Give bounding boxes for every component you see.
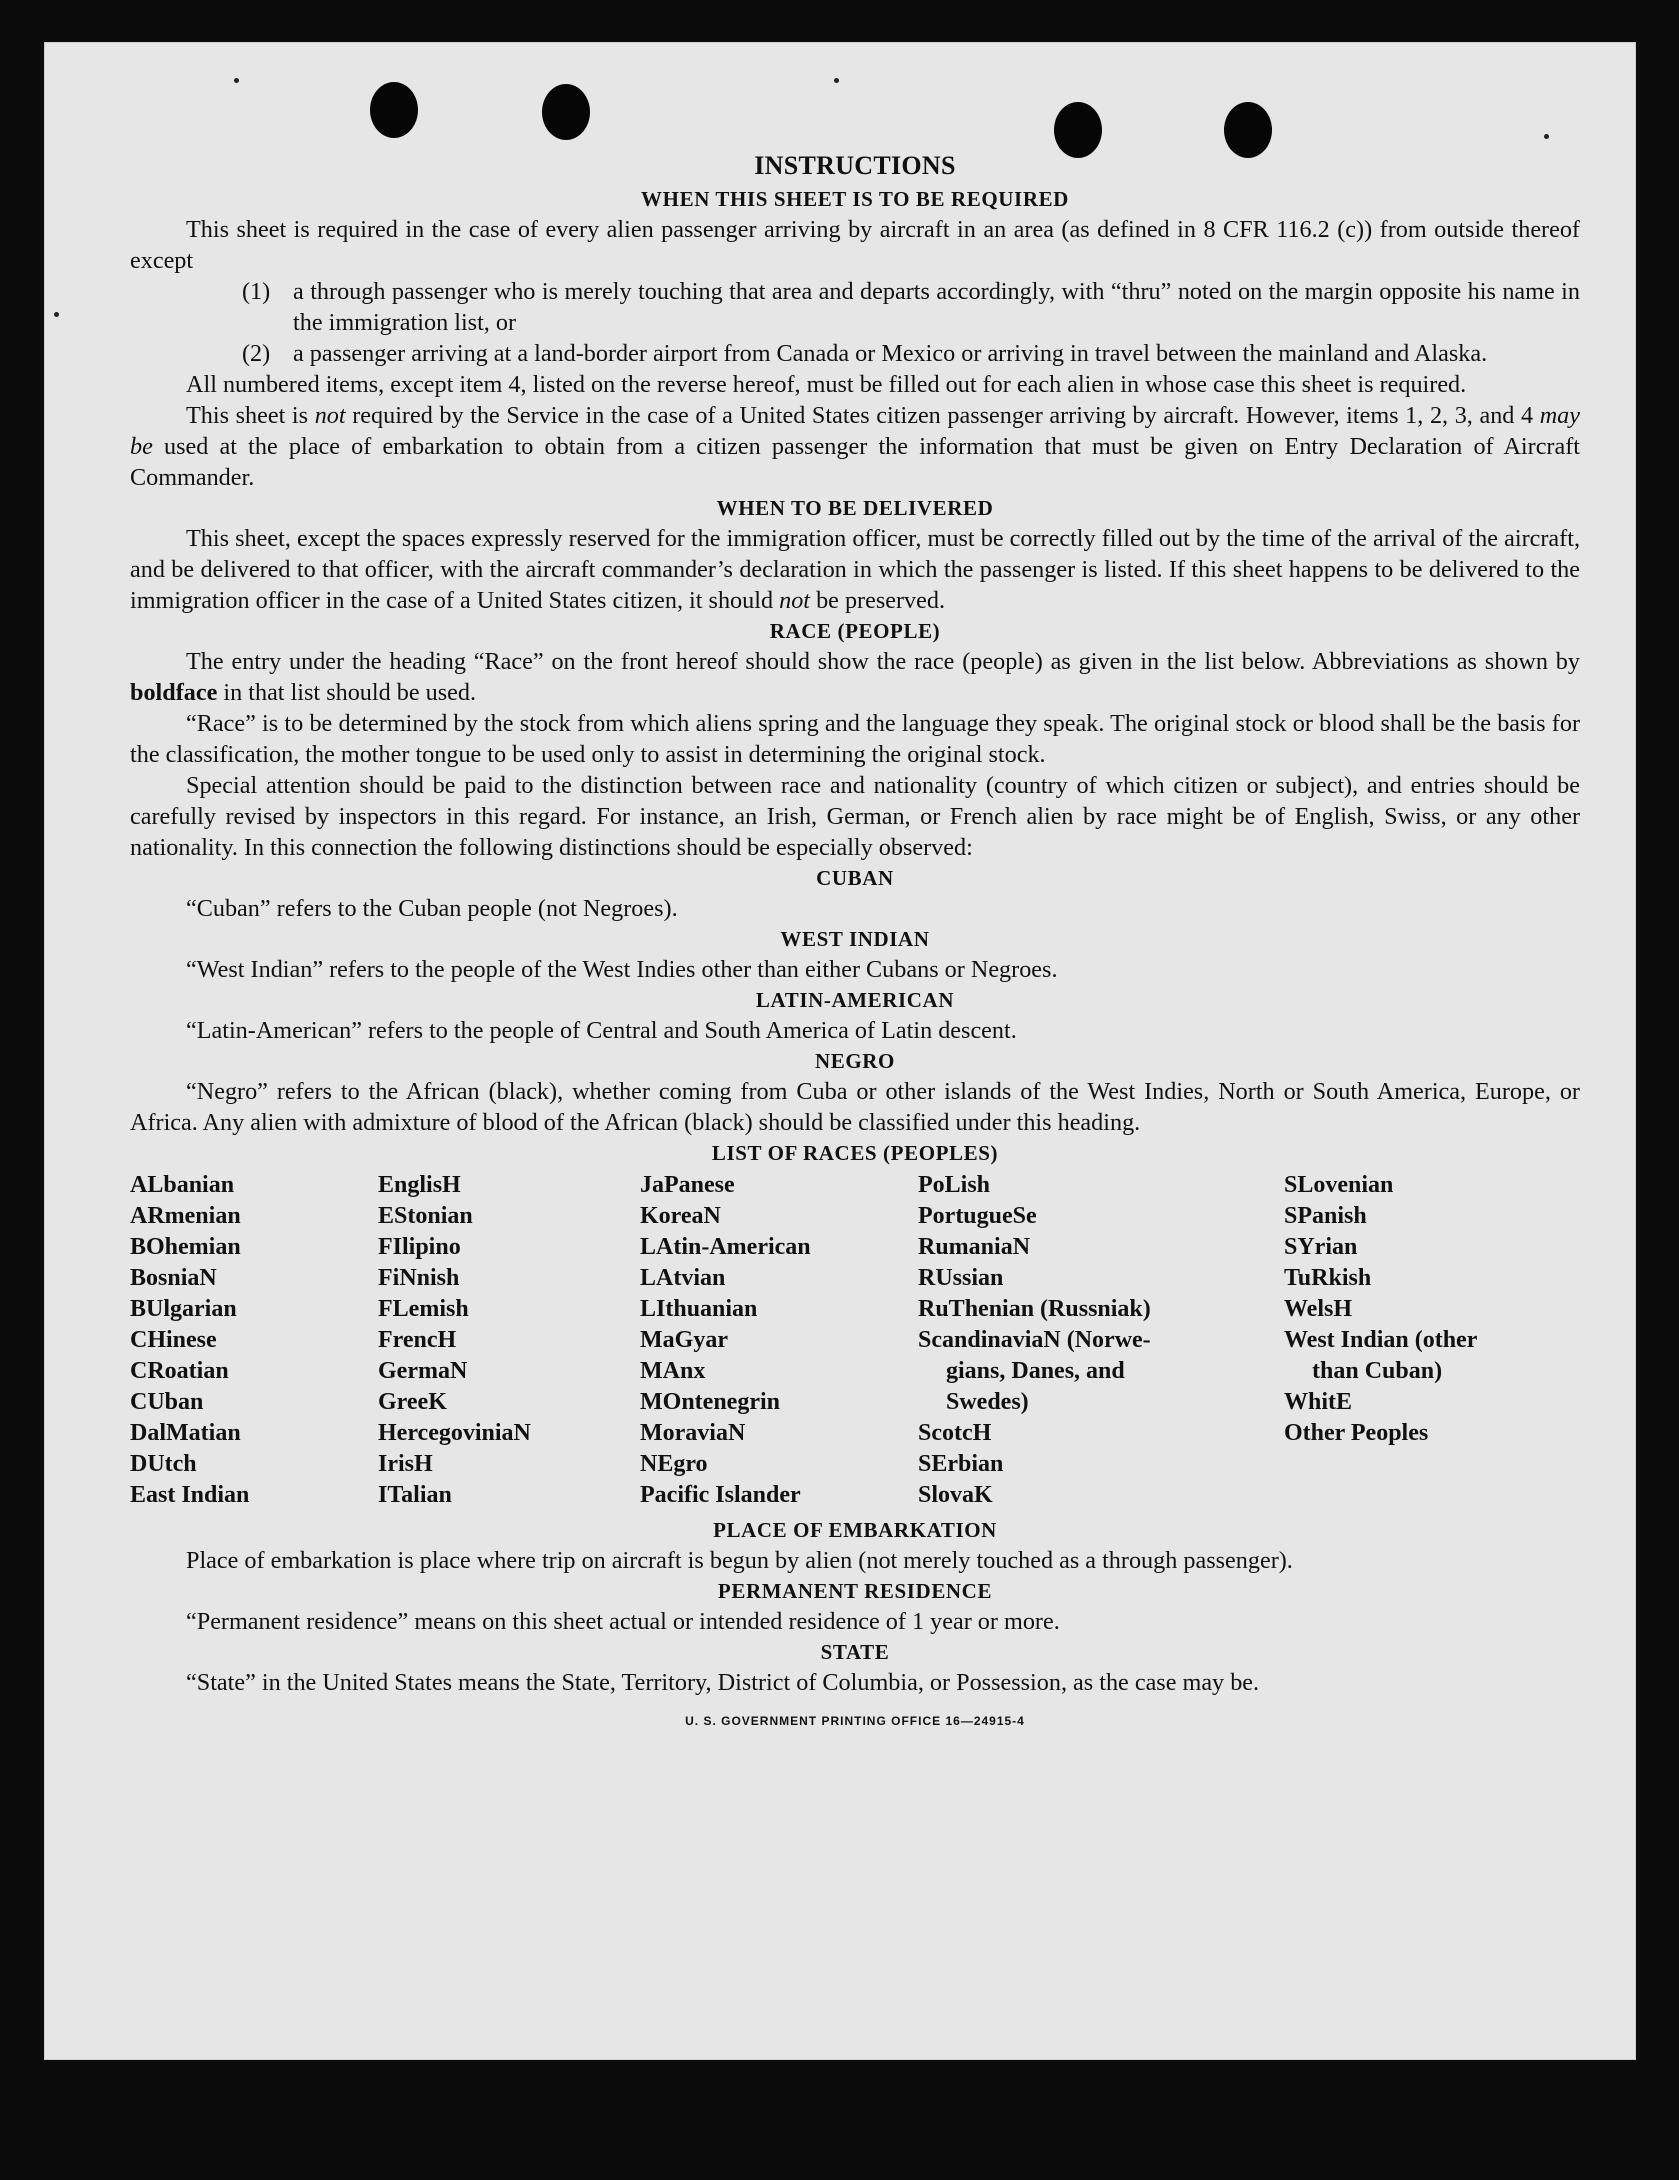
race-entry: MAnx	[640, 1358, 706, 1384]
race-entry: JaPanese	[640, 1172, 735, 1198]
emphasis: may be	[130, 402, 1580, 460]
race-column	[918, 1170, 1284, 1511]
document-sheet	[44, 42, 1636, 2060]
race-entry: IrisH	[378, 1451, 433, 1477]
race-entry: PortugueSe	[918, 1203, 1037, 1229]
race-entry: SPanish	[1284, 1203, 1367, 1229]
race-entry: EStonian	[378, 1203, 473, 1229]
emphasis: not	[779, 587, 811, 614]
bold-text: boldface	[130, 679, 218, 706]
printer-footer: U. S. GOVERNMENT PRINTING OFFICE 16—24915-4	[685, 1714, 1025, 1728]
section-heading: PERMANENT RESIDENCE	[717, 1579, 993, 1603]
race-entry: than Cuban)	[1312, 1358, 1443, 1384]
section-heading: CUBAN	[816, 866, 894, 890]
paragraph: “West Indian” refers to the people of the West Indies other than either Cubans or Negroes.	[186, 956, 1058, 983]
paragraph: “Race” is to be determined by the stock from which aliens spring and the language they speak. The original stock or blood shall be the basis for the classification, the mother tongue to be used only to assist in determining the original stock.	[130, 710, 1580, 768]
race-entry: Pacific Islander	[640, 1482, 801, 1508]
race-entry: SErbian	[918, 1451, 1004, 1477]
race-entry: FiNnish	[378, 1265, 460, 1291]
race-entry: FIlipino	[378, 1234, 461, 1260]
paragraph: “Permanent residence” means on this sheet actual or intended residence of 1 year or more.	[186, 1608, 1060, 1635]
race-entry: SlovaK	[918, 1482, 993, 1508]
emphasis: not	[314, 402, 346, 429]
race-entry: SLovenian	[1284, 1172, 1394, 1198]
race-entry: KoreaN	[640, 1203, 721, 1229]
race-column	[130, 1170, 378, 1511]
race-entry: EnglisH	[378, 1172, 461, 1198]
paragraph: This sheet is required in the case of every alien passenger arriving by aircraft in an area (as defined in 8 CFR 116.2 (c)) from outside thereof except	[130, 216, 1580, 274]
race-entry: West Indian (other	[1284, 1327, 1478, 1353]
race-entry: RUssian	[918, 1265, 1004, 1291]
section-heading: WHEN TO BE DELIVERED	[716, 496, 994, 520]
race-entry: MaGyar	[640, 1327, 728, 1353]
race-entry: RumaniaN	[918, 1234, 1031, 1260]
race-entry: CRoatian	[130, 1358, 229, 1384]
list-item	[130, 276, 1580, 338]
race-entry: HercegoviniaN	[378, 1420, 531, 1446]
race-entry: TuRkish	[1284, 1265, 1372, 1291]
paragraph: “Cuban” refers to the Cuban people (not Negroes).	[186, 895, 678, 922]
race-entry: East Indian	[130, 1482, 250, 1508]
item-text: a through passenger who is merely touching that area and departs accordingly, with “thru” noted on the margin opposite his name in the immigration list, or	[293, 278, 1580, 336]
race-entry: CUban	[130, 1389, 204, 1415]
race-entry: FLemish	[378, 1296, 469, 1322]
list-item	[130, 338, 1580, 369]
text-run: required by the Service in the case of a United States citizen passenger arriving by aircraft. However, items 1, 2, 3, and 4	[345, 402, 1540, 429]
race-entry: MOntenegrin	[640, 1389, 780, 1415]
paragraph	[130, 523, 1580, 616]
text-run: This sheet is	[186, 402, 315, 429]
section-heading: NEGRO	[814, 1049, 895, 1073]
race-column	[640, 1170, 918, 1511]
paragraph: “Latin-American” refers to the people of Central and South America of Latin descent.	[186, 1017, 1017, 1044]
race-column	[378, 1170, 640, 1511]
race-entry: BOhemian	[130, 1234, 241, 1260]
speck	[54, 312, 59, 317]
paragraph: Special attention should be paid to the distinction between race and nationality (country of which citizen or subject), and entries should be carefully revised by inspectors in this regard. For instance, an Irish, German, or French alien by race might be of English, Swiss, or any other nationality. In this connection the following distinctions should be especially observed:	[130, 772, 1580, 861]
race-entry: DalMatian	[130, 1420, 241, 1446]
race-entry: PoLish	[918, 1172, 991, 1198]
section-heading: WHEN THIS SHEET IS TO BE REQUIRED	[641, 187, 1069, 211]
instructions-body	[130, 114, 1580, 1737]
race-column	[1284, 1170, 1580, 1511]
paragraph	[130, 646, 1580, 708]
race-entry: RuThenian (Russniak)	[918, 1296, 1151, 1322]
section-heading: LIST OF RACES (PEOPLES)	[711, 1141, 999, 1165]
race-entry: ALbanian	[130, 1172, 235, 1198]
race-entry: CHinese	[130, 1327, 217, 1353]
race-entry: GermaN	[378, 1358, 468, 1384]
race-entry: DUtch	[130, 1451, 197, 1477]
paragraph: Place of embarkation is place where trip on aircraft is begun by alien (not merely touched as a through passenger).	[186, 1547, 1293, 1574]
speck	[234, 78, 239, 83]
item-text: a passenger arriving at a land-border airport from Canada or Mexico or arriving in travel between the mainland and Alaska.	[293, 340, 1488, 367]
paragraph: All numbered items, except item 4, listed on the reverse hereof, must be filled out for each alien in whose case this sheet is required.	[186, 371, 1467, 398]
speck	[834, 78, 839, 83]
item-number: (1)	[242, 278, 271, 305]
race-entry: gians, Danes, and	[946, 1358, 1125, 1384]
text-run: used at the place of embarkation to obtain from a citizen passenger the information that must be given on Entry Declaration of Aircraft Commander.	[130, 433, 1580, 491]
race-entry: ITalian	[378, 1482, 452, 1508]
race-entry: LAtin-American	[640, 1234, 811, 1260]
race-entry: Swedes)	[946, 1389, 1029, 1415]
race-entry: BUlgarian	[130, 1296, 237, 1322]
race-entry: BosniaN	[130, 1265, 217, 1291]
paragraph	[130, 400, 1580, 493]
race-entry: WelsH	[1284, 1296, 1353, 1322]
section-heading: STATE	[820, 1640, 890, 1664]
race-entry: ScandinaviaN (Norwe-	[918, 1327, 1151, 1353]
race-entry: Other Peoples	[1284, 1420, 1429, 1446]
text-run: be preserved.	[810, 587, 945, 614]
section-heading: PLACE OF EMBARKATION	[713, 1518, 997, 1542]
paragraph: “State” in the United States means the State, Territory, District of Columbia, or Possession, as the case may be.	[186, 1669, 1260, 1696]
section-heading: RACE (PEOPLE)	[769, 619, 941, 643]
section-heading: LATIN-AMERICAN	[755, 988, 955, 1012]
race-list	[130, 1170, 1580, 1511]
race-entry: ScotcH	[918, 1420, 992, 1446]
race-entry: WhitE	[1284, 1389, 1353, 1415]
race-entry: FrencH	[378, 1327, 457, 1353]
text-run: This sheet, except the spaces expressly reserved for the immigration officer, must be correctly filled out by the time of the arrival of the aircraft, and be delivered to that officer, with the aircraft commander’s declaration in which the passenger is listed. If this sheet happens to be delivered to the immigration officer in the case of a United States citizen, it should	[130, 525, 1580, 614]
text-run: The entry under the heading “Race” on the front hereof should show the race (people) as given in the list below. Abbreviations as shown by	[186, 648, 1580, 675]
paragraph: “Negro” refers to the African (black), whether coming from Cuba or other islands of the West Indies, North or South America, Europe, or Africa. Any alien with admixture of blood of the African (black) should be classified under this heading.	[130, 1078, 1580, 1136]
page-title: INSTRUCTIONS	[754, 151, 956, 180]
text-run: in that list should be used.	[217, 679, 477, 706]
section-heading: WEST INDIAN	[780, 927, 930, 951]
race-entry: LAtvian	[640, 1265, 726, 1291]
race-entry: LIthuanian	[640, 1296, 758, 1322]
race-entry: NEgro	[640, 1451, 708, 1477]
race-entry: GreeK	[378, 1389, 447, 1415]
item-number: (2)	[242, 340, 271, 367]
race-entry: SYrian	[1284, 1234, 1358, 1260]
race-entry: ARmenian	[130, 1203, 241, 1229]
race-entry: MoraviaN	[640, 1420, 746, 1446]
